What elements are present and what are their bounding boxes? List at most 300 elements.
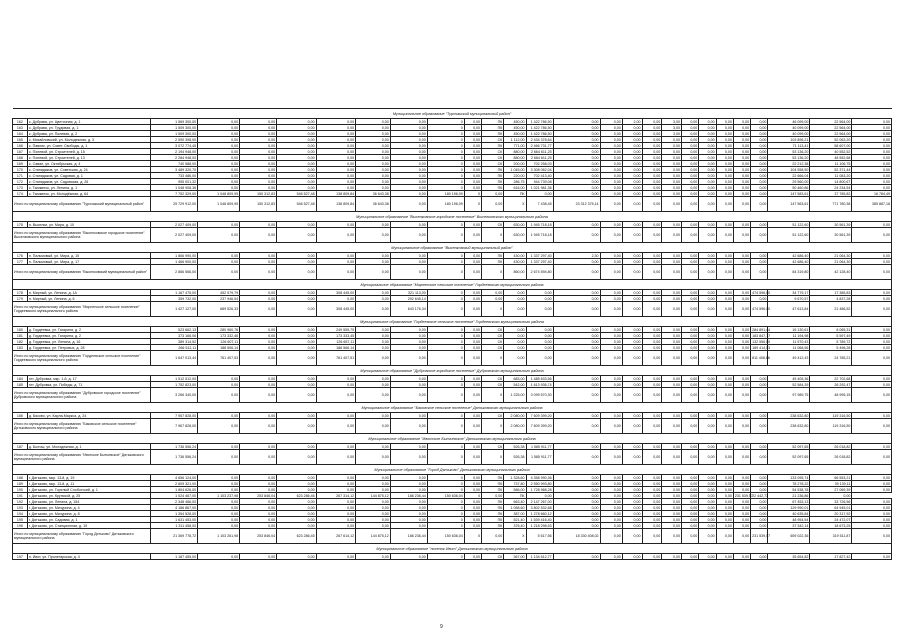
row-value: 2 348 466,00 [151,499,198,505]
row-value: 0,00 [622,125,642,131]
row-value: 0,00 [682,376,699,382]
total-value: 0,00 [699,450,716,465]
row-value: 2 590 398,00 [151,137,198,143]
row-value: 0,00 [716,493,733,499]
row-value: 0,00 [852,167,892,173]
row-value: 376,40 [504,523,526,529]
row-value: 0,00 [356,487,391,493]
row-value: 0,00 [751,505,768,511]
row-value: 0,00 [733,523,750,529]
total-value: 0,00 [716,302,733,317]
total-value: 811 408,86 [751,351,768,366]
row-value: 0,00 [682,481,699,487]
row-value: 0,00 [553,517,600,523]
total-value: 0,00 [751,419,768,434]
row-value: 4 656 124,00 [151,475,198,481]
row-address: д. Гордеевка, ул. Ленина, д. 16 [27,339,150,345]
row-value: 0,00 [464,523,481,529]
total-value: 0,00 [240,450,277,465]
total-value: 0,00 [716,228,733,243]
row-value: 0,00 [642,253,662,259]
row-value: 17 385,83 [810,290,852,296]
row-value: 0,00 [622,296,642,302]
row-value: 0,00 [699,511,716,517]
row-value: 0,00 [553,143,600,149]
row-value: 452 579,79 [198,290,240,296]
row-value: 0,00 [716,444,733,450]
row-value: 40 635,84 [768,511,810,517]
row-value: 11 194,98 [768,333,810,339]
row-value: 0,00 [464,185,481,191]
row-value: 138 809,84 [316,191,356,197]
total-value: 0,00 [662,197,682,212]
row-value: 0,00 [316,167,356,173]
row-value: 0,00 [600,554,622,560]
row-value: 0,00 [240,481,277,487]
total-value: 51 122,60 [768,228,810,243]
row-value: ПК [482,523,504,529]
row-address: п. Пальмовый, ул. Мира, д. 17 [27,259,150,265]
total-value: 0,00 [390,228,427,243]
total-value: 0,00 [390,419,427,434]
row-value: 0 [427,222,464,228]
row-value: СК [482,345,504,351]
row-number: 163 [13,125,28,131]
row-value: 2 609 321,00 [151,481,198,487]
row-value: СК [482,554,504,560]
row-value: 0,00 [682,327,699,333]
total-value: 630,00 [504,228,526,243]
total-value: 0,00 [642,419,662,434]
row-value: 0,00 [240,179,277,185]
row-value: 0,00 [662,382,682,388]
row-value: 0,00 [716,376,733,382]
row-value: 0,00 [356,296,391,302]
row-value: 53 136,20 [768,155,810,161]
row-value: 0,00 [356,499,391,505]
row-value: 0 [427,149,464,155]
row-value: 0,00 [600,137,622,143]
row-value: 0,00 [600,185,622,191]
row-value: 0,00 [356,339,391,345]
row-value: 0,00 [699,191,716,197]
row-value: 0,00 [277,327,317,333]
row-value: 0,00 [852,333,892,339]
total-value: 0 [464,197,481,212]
row-value: 0,00 [751,173,768,179]
total-value: 2 866 566,00 [151,265,198,280]
total-value: 0 [427,228,464,243]
row-address: с. Станидаков, ул. Советская, д. 24 [27,167,150,173]
row-value: 0,00 [682,253,699,259]
total-value: 0,00 [642,197,662,212]
row-value: 0,00 [733,191,750,197]
row-value: 0,00 [600,161,622,167]
row-value: 0,00 [751,499,768,505]
total-value: 3 099 570,30 [526,388,553,403]
row-value: 0,00 [600,493,622,499]
row-value: 0,00 [553,493,600,499]
total-value: X [504,197,526,212]
row-value: 0,00 [356,131,391,137]
row-value: 3,00 [662,119,682,125]
row-value: 0,00 [733,161,750,167]
row-value: 0,00 [622,333,642,339]
row-value: 0,00 [198,259,240,265]
row-value: 0,00 [316,517,356,523]
row-value: 0,00 [622,505,642,511]
row-value: 0,00 [240,125,277,131]
row-value: 0,00 [733,517,750,523]
row-value: 0,00 [642,487,662,493]
row-value: 0,00 [553,161,600,167]
total-value: 0,00 [277,265,317,280]
row-value: 0,00 [852,345,892,351]
section-title: Муниципальное образование "Бяковское сельское поселение" Дятьковского муниципального района [13,403,892,413]
total-value: 180 196,09 [427,197,464,212]
row-value: 4 186 867,00 [151,505,198,511]
row-address: п. Ивот, ул. Пролетарская, д. 4 [27,554,150,560]
row-number: 179 [13,296,28,302]
row-value: 0,00 [682,345,699,351]
total-value: 0,00 [699,302,716,317]
row-value: 0,00 [316,523,356,529]
row-value: ПК [482,487,504,493]
total-value: 0,00 [622,450,642,465]
total-value: 2 080,00 [504,419,526,434]
row-number: 170 [13,167,28,173]
row-value: 0,00 [482,191,504,197]
row-value: 0,00 [316,481,356,487]
row-value: 0,00 [316,499,356,505]
row-value: 40 552,52 [810,149,852,155]
row-value: 2 284 948,00 [151,155,198,161]
row-value: 0,00 [733,259,750,265]
row-value: 0,00 [716,119,733,125]
row-value: 0,00 [682,339,699,345]
row-value: 0,00 [504,345,526,351]
row-value: 0,00 [526,191,553,197]
row-value: 0 [427,517,464,523]
row-value: 3 072 774,45 [151,143,198,149]
row-value: 1 422 786,50 [526,119,553,125]
total-value: 0,00 [699,529,716,544]
row-value: 0,00 [662,413,682,419]
row-value: 0 [427,167,464,173]
row-value: 0,00 [642,173,662,179]
total-value: 21 486,52 [810,302,852,317]
row-value: 0,00 [464,382,481,388]
row-value: 0,00 [553,296,600,302]
row-value: 0,00 [277,222,317,228]
row-value: 0,00 [316,185,356,191]
row-value: 0 [464,493,481,499]
row-value: 0,00 [356,167,391,173]
row-value: 0,00 [482,290,504,296]
row-value: 0,00 [662,167,682,173]
row-value: 0,00 [198,523,240,529]
row-value: 0,00 [356,161,391,167]
row-number: 193 [13,505,28,511]
row-value: 0,00 [316,253,356,259]
row-value: 0,00 [553,185,600,191]
row-value: 0,00 [716,345,733,351]
row-value: 52 371,44 [810,167,852,173]
row-value: 0,00 [716,222,733,228]
total-value: 0,00 [464,419,481,434]
total-value: 0,00 [662,419,682,434]
row-value: 0,00 [852,523,892,529]
total-value: 0,00 [662,450,682,465]
row-address: с. Станидаков, ул. Садовская, д. 26 [27,179,150,185]
row-value: 0,00 [553,167,600,173]
row-value: 0,00 [390,487,427,493]
row-value: 35 654,82 [768,554,810,560]
total-value: 0,00 [316,419,356,434]
row-value: 22 564,00 [810,125,852,131]
row-value: 1 278 660,12 [526,511,553,517]
row-value: 0,00 [390,125,427,131]
section-title: Муниципальное образование "Ивотское Бытьевское" Дятьковского муниципального района [13,434,892,444]
row-value: 21 236,86 [768,493,810,499]
row-value: 0,00 [316,173,356,179]
row-value: 0,00 [699,554,716,560]
row-value: 0,00 [390,179,427,185]
row-value: 0,00 [733,333,750,339]
row-value: 0,00 [733,290,750,296]
row-address: с. Дубрава, ул. Полевая, д. 2 [27,131,150,137]
row-value: ПК [482,475,504,481]
row-value: 430,00 [504,259,526,265]
row-value: 0 [427,499,464,505]
row-value: СК [482,333,504,339]
row-value: 0,00 [682,149,699,155]
row-value: 2 434 378,64 [526,137,553,143]
total-value: 0,00 [642,265,662,280]
row-value: 387,00 [504,511,526,517]
row-value: 0,00 [622,376,642,382]
row-value: 0,00 [642,327,662,333]
row-value: 0,00 [356,179,391,185]
total-value: 0,00 [553,228,600,243]
row-value: 1 058,60 [504,505,526,511]
row-value: 0,00 [240,167,277,173]
row-value: 0,00 [390,444,427,450]
row-value: 0,00 [600,382,622,388]
total-label: Итого по муниципальному образованию "Выселковское городское поселение" Выселковского муниципального района [13,228,151,243]
row-value: 0,00 [390,253,427,259]
row-value: 0 [427,376,464,382]
row-value: 0,00 [852,382,892,388]
total-value: 7 438,45 [526,197,553,212]
total-value: 0,00 [682,419,699,434]
row-address: п. Мирный, ул. Ленина, д. 6 [27,296,150,302]
row-value: 0 [427,345,464,351]
row-value: 0,00 [390,155,427,161]
row-value: ПК [482,179,504,185]
row-value: 2 027 409,00 [151,222,198,228]
row-value: 0,00 [751,444,768,450]
row-value: 0,00 [316,511,356,517]
row-value: 0,00 [716,505,733,511]
total-value: 0,00 [733,351,750,366]
row-value: 0,00 [356,259,391,265]
total-value: 0,00 [390,265,427,280]
row-value: 0,00 [751,222,768,228]
row-value: 0,00 [699,327,716,333]
total-value: 623 286,45 [277,529,317,544]
section-title: Муниципальное образование "Выселковский муниципальный район" [13,243,892,253]
total-value: 0,00 [716,529,733,544]
row-value: 0,00 [699,173,716,179]
total-value: 0,00 [642,302,662,317]
row-value: 1 103 237,98 [198,493,240,499]
total-value: 0,00 [356,228,391,243]
row-value: 0,00 [716,179,733,185]
row-value: ПК [482,517,504,523]
row-value: 0,00 [390,161,427,167]
row-value: 3,00 [662,125,682,131]
total-value: 0,00 [682,265,699,280]
row-value: 0 [427,155,464,161]
row-value: 0,00 [553,173,600,179]
row-value: 1 569 300,00 [151,119,198,125]
register-table-sheet [12,108,892,560]
total-value: 761 407,53 [198,351,240,366]
row-value: 58 607,00 [810,143,852,149]
total-value: 0,00 [277,388,317,403]
row-value: 29 560,00 [768,179,810,185]
row-address: г. Дятьково, ул. Мичурина, д. 8 [27,511,150,517]
row-value: 0,00 [810,493,852,499]
row-value: 51 122,60 [768,222,810,228]
row-value: 0,00 [662,161,682,167]
row-value: 0,00 [642,376,662,382]
row-value: 0,00 [733,149,750,155]
row-value: 0,00 [464,505,481,511]
row-value: 0,00 [662,475,682,481]
row-value: 0,00 [464,173,481,179]
row-value: 286,75 [504,179,526,185]
row-value: 0,00 [642,290,662,296]
row-value: 0,00 [751,523,768,529]
row-value: 0,00 [240,296,277,302]
row-value: 0,00 [464,554,481,560]
row-address: г. Дятьково, ул. Станционная, д. 19 [27,523,150,529]
row-value: 0,00 [277,185,317,191]
total-value: 0,00 [852,419,892,434]
total-value: 0,00 [600,529,622,544]
row-value: 0,00 [699,376,716,382]
total-value: 52 097,65 [768,450,810,465]
row-value: 0,00 [852,499,892,505]
total-value: X [482,450,504,465]
total-value: 0,00 [733,450,750,465]
row-value: 0,00 [390,382,427,388]
row-value: 0,00 [716,149,733,155]
row-number: 177 [13,259,28,265]
row-value: 0,00 [662,444,682,450]
row-value: 0,00 [600,143,622,149]
section-header-row [13,465,892,475]
total-value: 47 613,84 [768,302,810,317]
total-value: 0,00 [316,450,356,465]
row-value: 0,00 [642,119,662,125]
row-value: 0,00 [600,523,622,529]
row-value: 66 553,21 [810,475,852,481]
row-value: 42 686,40 [768,253,810,259]
row-value: 0,00 [682,413,699,419]
row-value: 0,00 [662,511,682,517]
row-value: 0,00 [600,511,622,517]
row-value: 0,00 [464,222,481,228]
row-value: 0,00 [526,339,553,345]
total-value: 1 427 127,00 [151,302,198,317]
total-value: 319 511,87 [810,529,852,544]
row-value: 0,00 [553,554,600,560]
total-value: 1 225,00 [504,388,526,403]
total-value: 0,00 [600,228,622,243]
row-value: 0,00 [751,161,768,167]
total-value: 138 809,84 [316,197,356,212]
row-value: 0,00 [716,167,733,173]
row-value: 0,00 [699,345,716,351]
total-value: 30 561,39 [810,228,852,243]
row-value: 0,00 [622,481,642,487]
total-value: 0,00 [553,419,600,434]
row-value: 42 686,40 [768,259,810,265]
row-value: 0,00 [852,119,892,125]
row-value: 22 666,04 [768,173,810,179]
total-value: 0,00 [622,228,642,243]
row-value: 0,00 [622,179,642,185]
total-value: 0,00 [198,388,240,403]
row-value: 0,00 [622,382,642,388]
row-value: 0 [427,475,464,481]
row-value: 0,00 [240,173,277,179]
row-value: 21 064,30 [810,253,852,259]
row-address: д. Бяково, ул. Карла-Маркса, д. 24 [27,413,150,419]
row-value: 220,00 [504,173,526,179]
row-value: 188 506,14 [198,345,240,351]
section-total-row [13,302,892,317]
row-value: 0,00 [716,137,733,143]
row-value: 0,00 [642,554,662,560]
row-value: 0,00 [682,161,699,167]
total-value: 0 [427,351,464,366]
row-value: 0,00 [733,511,750,517]
row-value: 20 317,92 [810,511,852,517]
row-value: 52 097,65 [768,444,810,450]
row-value: 238 632,80 [768,413,810,419]
row-value: 0,00 [642,345,662,351]
row-value: 0 [427,179,464,185]
row-value: 0,00 [390,505,427,511]
total-value: 1 736 556,24 [151,450,198,465]
row-value: 0,00 [622,259,642,265]
row-number: 178 [13,290,28,296]
row-value: 0,00 [733,481,750,487]
section-title: Муниципальное образование "Дубровское городское поселение" Дубровского муниципального района [13,366,892,376]
row-number: 186 [13,413,28,419]
total-value: 238 632,80 [768,419,810,434]
row-value: 0,00 [553,487,600,493]
register-table [12,108,892,560]
row-value: 292 645,14 [390,296,427,302]
row-value: 0,00 [356,119,391,125]
row-value: 7 957 828,00 [151,413,198,419]
row-value: 0,00 [240,499,277,505]
